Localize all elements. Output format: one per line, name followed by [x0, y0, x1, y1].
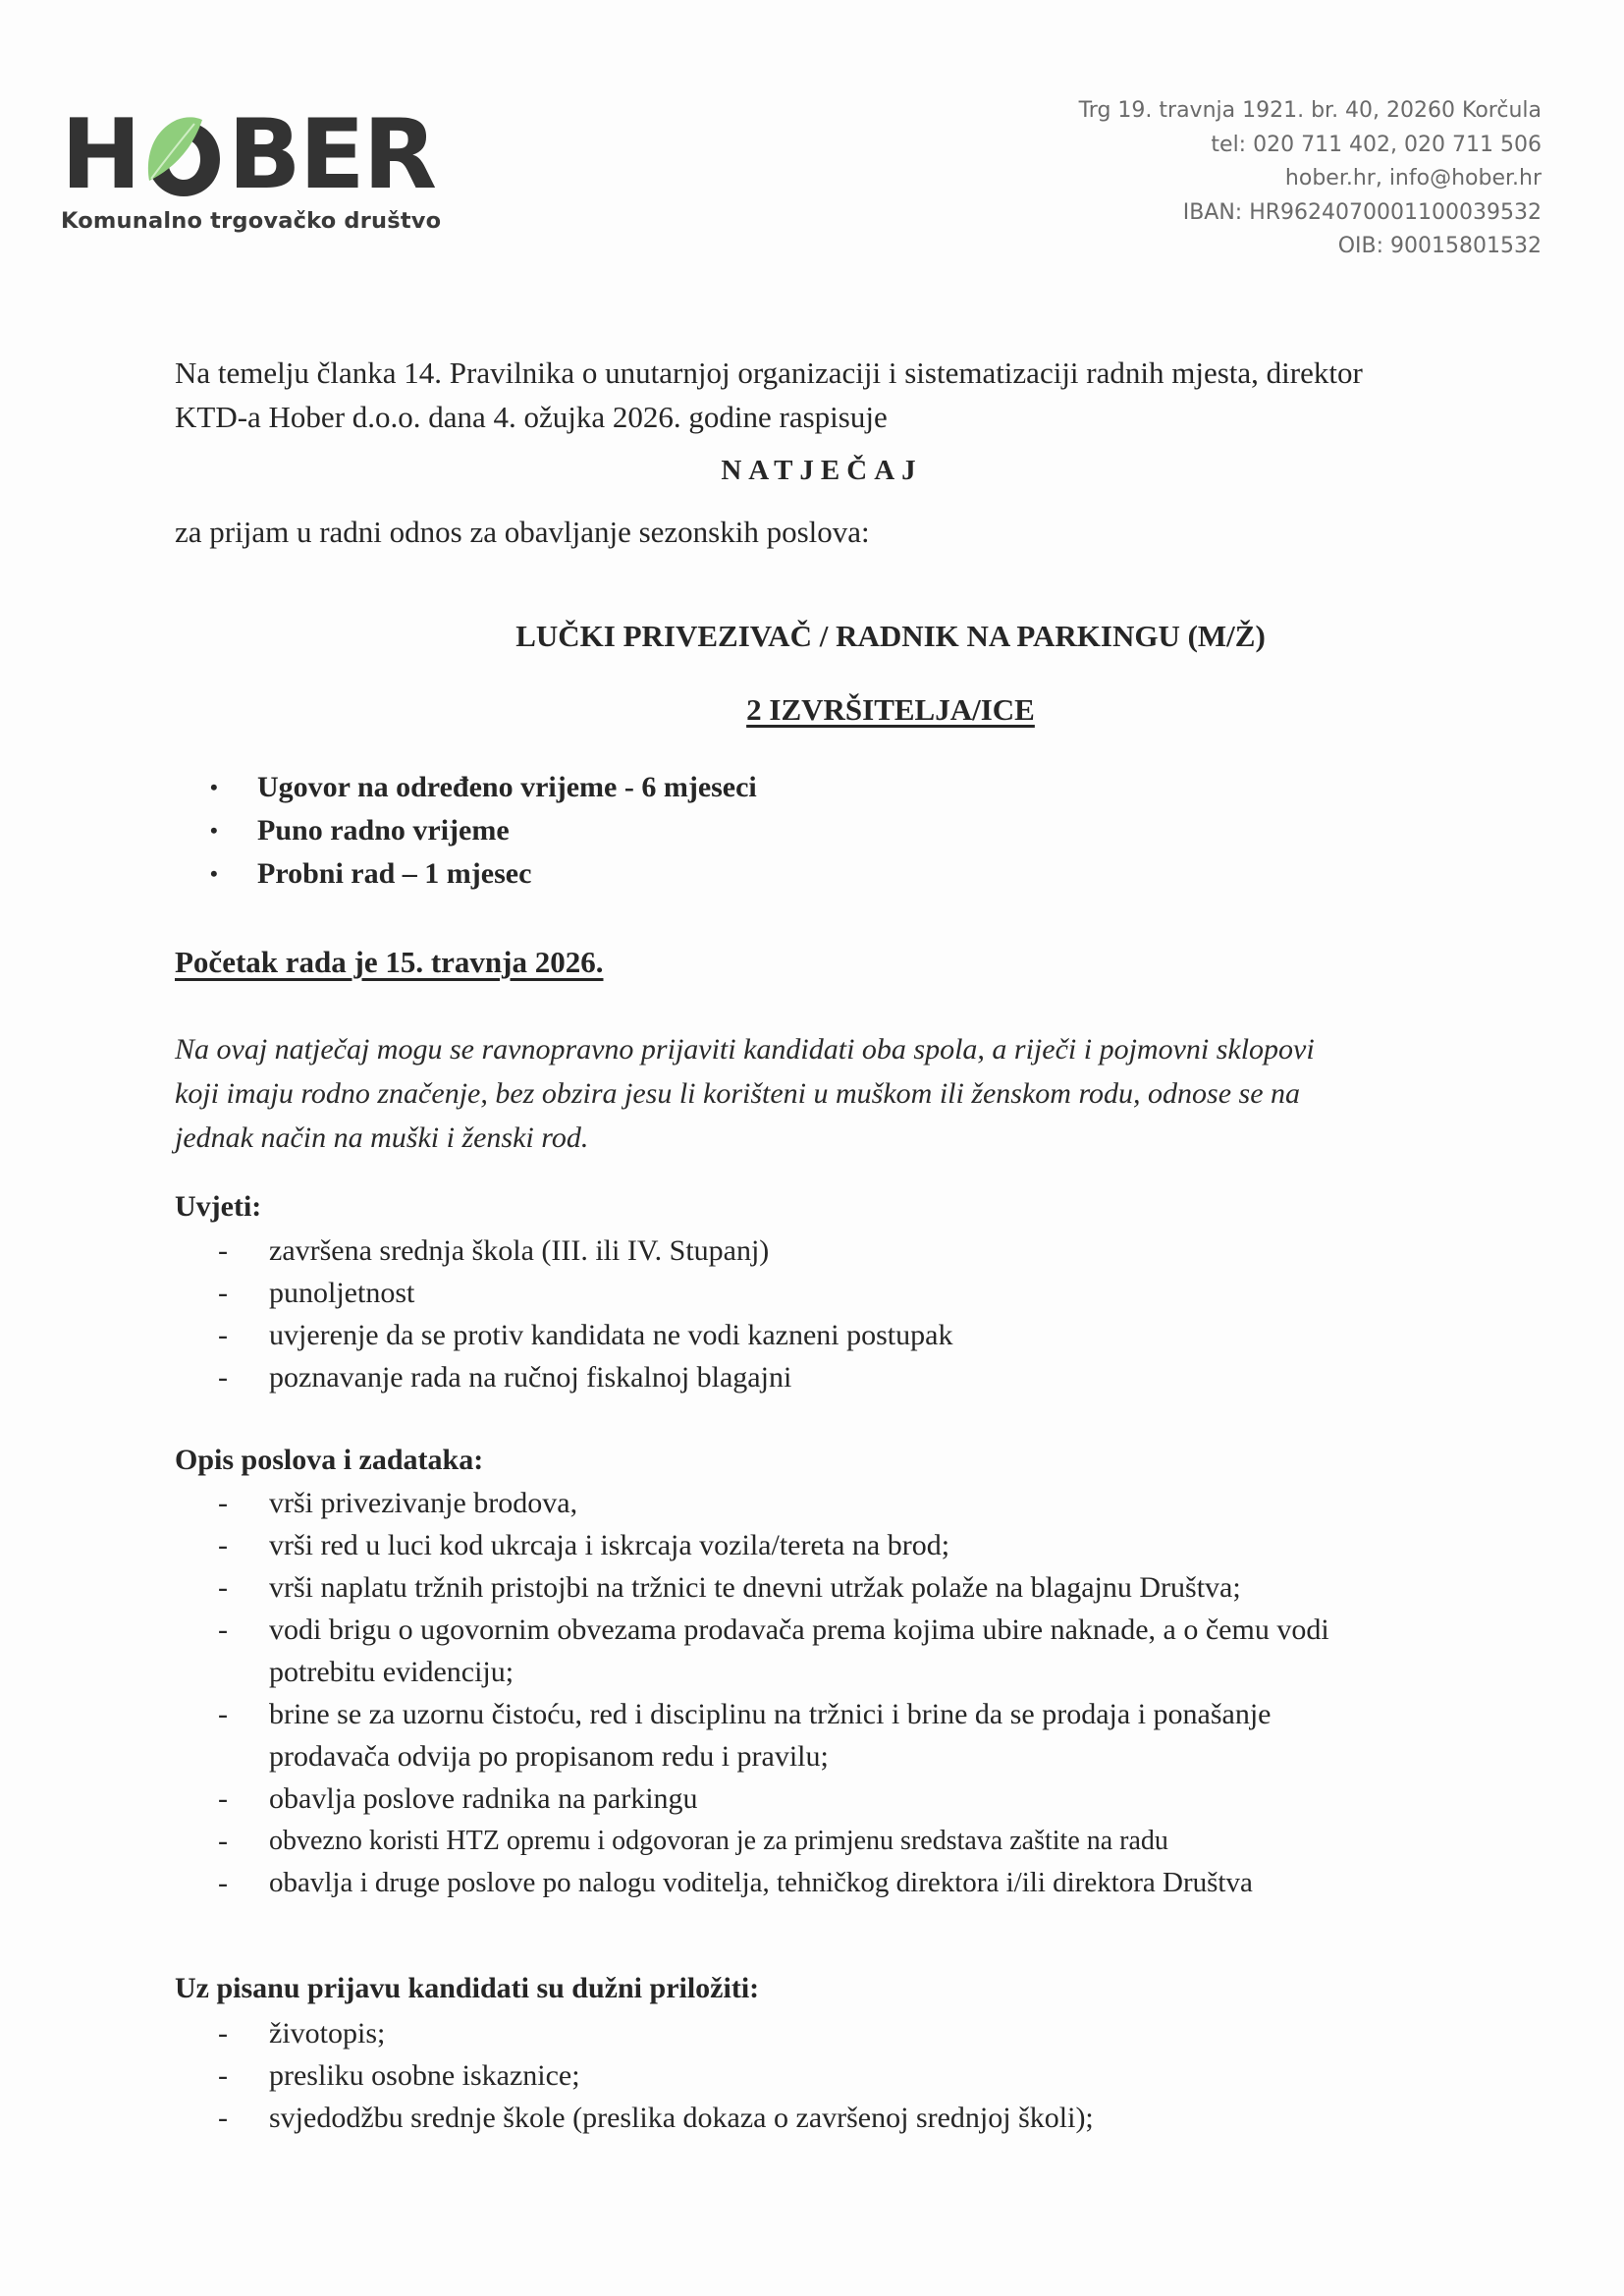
dash-bullet: -	[218, 1277, 228, 1309]
list-item	[218, 1524, 1329, 1566]
dash-bullet: -	[218, 1571, 228, 1604]
attachments-heading: Uz pisanu prijavu kandidati su dužni priložiti:	[175, 1972, 760, 2004]
logo-tagline: Komunalno trgovačko društvo	[61, 208, 442, 234]
list-item	[218, 1482, 1329, 1524]
duty-text: vodi brigu o ugovornim obvezama prodavača prema kojima ubire naknade, a o čemu vodi	[269, 1613, 1329, 1646]
list-item	[218, 1356, 952, 1398]
duty-text: obavlja poslove radnika na parkingu	[269, 1782, 698, 1815]
conditions-list	[218, 1230, 952, 1398]
duty-text: vrši naplatu tržnih pristojbi na tržnici te dnevni utržak polaže na blagajnu Društva;	[269, 1571, 1241, 1604]
company-logo	[61, 99, 473, 234]
list-item	[208, 766, 757, 809]
workers-label: 2 IZVRŠITELJA/ICE	[746, 692, 1035, 727]
condition-text: završena srednja škola (III. ili IV. Stupanj)	[269, 1234, 770, 1267]
conditions-heading: Uvjeti:	[175, 1190, 262, 1223]
duties-heading: Opis poslova i zadataka:	[175, 1444, 484, 1476]
duty-text: vrši red u luci kod ukrcaja i iskrcaja vozila/tereta na brod;	[269, 1529, 950, 1561]
document-title: NATJEČAJ	[721, 455, 923, 486]
duties-list	[218, 1482, 1329, 1904]
list-item	[218, 1272, 952, 1314]
start-date: Početak rada je 15. travnja 2026.	[175, 945, 604, 979]
bullet-icon: •	[210, 861, 218, 886]
contact-web-email: hober.hr, info@hober.hr	[1284, 166, 1542, 191]
list-item	[218, 1777, 1329, 1820]
document-subtitle: za prijam u radni odnos za obavljanje sezonskih poslova:	[175, 515, 870, 549]
employment-terms-list	[208, 766, 757, 896]
contact-info	[1079, 94, 1542, 264]
list-item	[218, 2012, 1094, 2054]
intro-line: Na temelju članka 14. Pravilnika o unutarnjoj organizaciji i sistematizaciji radnih mjesta, direktor	[175, 355, 1363, 390]
bullet-icon: •	[210, 818, 218, 843]
list-item	[218, 1609, 1329, 1693]
list-item	[218, 1566, 1329, 1609]
dash-bullet: -	[218, 1825, 228, 1857]
intro-paragraph	[175, 351, 1363, 439]
dash-bullet: -	[218, 1867, 228, 1899]
bullet-icon: •	[210, 775, 218, 799]
attachments-list	[218, 2012, 1094, 2139]
duty-text-continued: prodavača odvija po propisanom redu i pravilu;	[269, 1740, 829, 1773]
intro-line: KTD-a Hober d.o.o. dana 4. ožujka 2026. godine raspisuje	[175, 400, 888, 434]
condition-text: uvjerenje da se protiv kandidata ne vodi kazneni postupak	[269, 1319, 953, 1351]
contact-oib: OIB: 90015801532	[1337, 234, 1542, 258]
notice-line: Na ovaj natječaj mogu se ravnopravno prijaviti kandidati oba spola, a riječi i pojmovni sklopovi	[175, 1033, 1315, 1066]
dash-bullet: -	[218, 2059, 228, 2092]
dash-bullet: -	[218, 1487, 228, 1519]
duty-text: obvezno koristi HTZ opremu i odgovoran je za primjenu sredstava zaštite na radu	[269, 1826, 1168, 1856]
dash-bullet: -	[218, 1361, 228, 1394]
logo-wordmark	[61, 99, 473, 211]
dash-bullet: -	[218, 2017, 228, 2050]
dash-bullet: -	[218, 1782, 228, 1815]
dash-bullet: -	[218, 1529, 228, 1561]
logo-letter-h: H	[61, 99, 140, 211]
duty-text: vrši privezivanje brodova,	[269, 1487, 578, 1519]
list-item	[218, 2097, 1094, 2139]
list-item	[218, 2054, 1094, 2097]
attachment-text: presliku osobne iskaznice;	[269, 2059, 580, 2092]
dash-bullet: -	[218, 1613, 228, 1646]
list-item	[218, 1862, 1329, 1904]
list-item	[218, 1820, 1329, 1862]
term-text: Probni rad – 1 mjesec	[257, 857, 532, 890]
job-position-title: LUČKI PRIVEZIVAČ / RADNIK NA PARKINGU (M/Ž)	[515, 619, 1266, 653]
duty-text-continued: potrebitu evidenciju;	[269, 1656, 514, 1688]
dash-bullet: -	[218, 1319, 228, 1351]
logo-letters-ber: BER	[228, 99, 436, 211]
list-item	[218, 1314, 952, 1356]
contact-address: Trg 19. travnja 1921. br. 40, 20260 Korčula	[1078, 98, 1542, 123]
duty-text: obavlja i druge poslove po nalogu voditelja, tehničkog direktora i/ili direktora Društva	[269, 1867, 1253, 1898]
dash-bullet: -	[218, 2102, 228, 2134]
term-text: Puno radno vrijeme	[257, 814, 510, 847]
dash-bullet: -	[218, 1234, 228, 1267]
gender-equality-notice	[175, 1027, 1471, 1160]
condition-text: punoljetnost	[269, 1277, 415, 1309]
condition-text: poznavanje rada na ručnoj fiskalnoj blagajni	[269, 1361, 792, 1394]
job-workers-count	[0, 692, 1624, 728]
list-item	[218, 1230, 952, 1272]
list-item	[218, 1693, 1329, 1777]
notice-line: jednak način na muški i ženski rod.	[175, 1121, 589, 1154]
attachment-text: životopis;	[269, 2017, 386, 2050]
list-item	[208, 852, 757, 896]
dash-bullet: -	[218, 1698, 228, 1730]
term-text: Ugovor na određeno vrijeme - 6 mjeseci	[257, 771, 757, 803]
contact-phone: tel: 020 711 402, 020 711 506	[1211, 132, 1542, 157]
duty-text: brine se za uzornu čistoću, red i disciplinu na tržnici i brine da se prodaja i ponašanje	[269, 1698, 1272, 1730]
notice-line: koji imaju rodno značenje, bez obzira jesu li korišteni u muškom ili ženskom rodu, odnose se na	[175, 1077, 1301, 1110]
attachment-text: svjedodžbu srednje škole (preslika dokaza o završenoj srednjoj školi);	[269, 2102, 1094, 2134]
leaf-o-icon	[143, 110, 224, 200]
list-item	[208, 809, 757, 852]
contact-iban: IBAN: HR9624070001100039532	[1182, 199, 1542, 225]
